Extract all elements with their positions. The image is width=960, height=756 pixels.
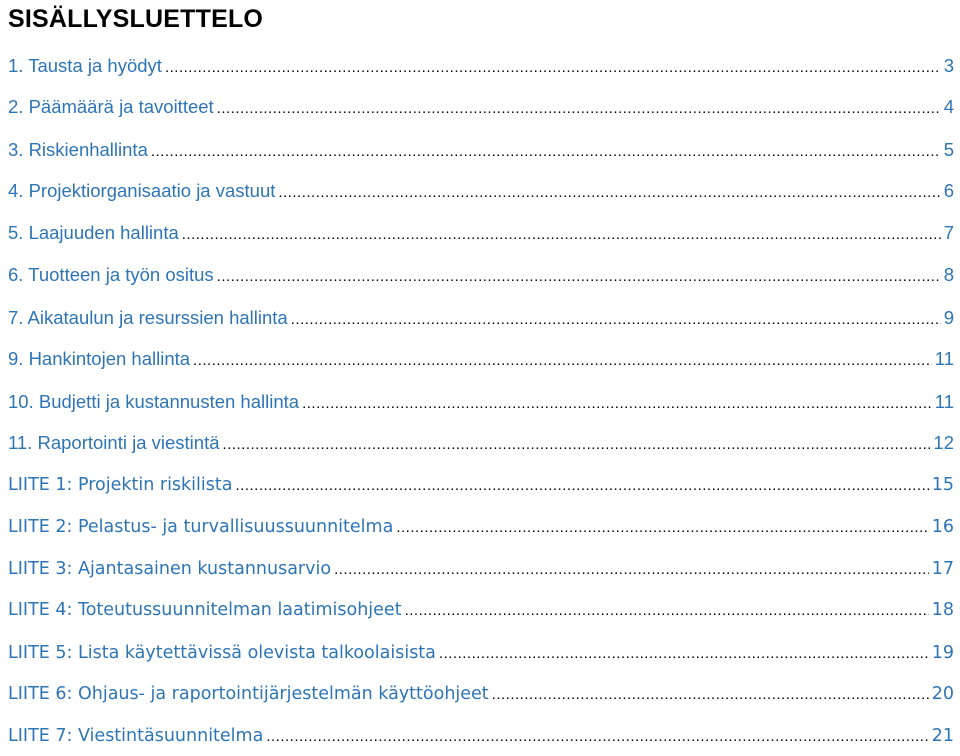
toc-entry-label[interactable]: 2. Päämäärä ja tavoitteet: [8, 96, 214, 117]
toc-entry[interactable]: [8, 139, 954, 169]
toc-entry-label[interactable]: LIITE 3: Ajantasainen kustannusarvio: [8, 559, 332, 579]
toc-entry-label[interactable]: 4. Projektiorganisaatio ja vastuut: [8, 180, 276, 201]
toc-entry-label[interactable]: 1. Tausta ja hyödyt: [8, 55, 162, 76]
dot-leader: [278, 184, 940, 201]
toc-entry[interactable]: [8, 600, 954, 630]
toc-entry-page[interactable]: 8: [943, 264, 954, 285]
toc-entry-label[interactable]: 11. Raportointi ja viestintä: [8, 432, 220, 453]
toc-entry-label[interactable]: LIITE 7: Viestintäsuunnitelma: [8, 726, 264, 746]
toc-entry-page[interactable]: 7: [943, 222, 954, 243]
dot-leader: [182, 226, 941, 243]
toc-entry[interactable]: [8, 517, 954, 547]
dot-leader: [151, 143, 941, 160]
toc-entry-label[interactable]: LIITE 1: Projektin riskilista: [8, 475, 233, 495]
toc-entry[interactable]: [8, 264, 954, 294]
toc-entry-page[interactable]: 12: [933, 432, 954, 453]
dot-leader: [302, 395, 932, 412]
toc-entry-label[interactable]: 3. Riskienhallinta: [8, 139, 148, 160]
toc-entry-label[interactable]: 7. Aikataulun ja resurssien hallinta: [8, 307, 288, 328]
toc-entry-page[interactable]: 4: [943, 96, 954, 117]
toc-entry-page[interactable]: 15: [931, 475, 954, 495]
toc-entry-page[interactable]: 18: [931, 600, 954, 620]
dot-leader: [439, 645, 929, 662]
dot-leader: [193, 352, 932, 369]
dot-leader: [217, 268, 941, 285]
toc-entry-page[interactable]: 16: [931, 517, 954, 537]
dot-leader: [492, 686, 929, 703]
toc-entry[interactable]: [8, 55, 954, 85]
toc-entry-label[interactable]: LIITE 4: Toteutussuunnitelman laatimisohjeet: [8, 600, 402, 620]
dot-leader: [235, 477, 928, 494]
toc-entry-page[interactable]: 20: [931, 684, 954, 704]
toc-entry-page[interactable]: 19: [931, 643, 954, 663]
dot-leader: [334, 561, 929, 578]
toc-entry-label[interactable]: 5. Laajuuden hallinta: [8, 222, 179, 243]
toc-entry[interactable]: [8, 307, 954, 337]
toc-entry-page[interactable]: 11: [934, 348, 954, 369]
toc-entry-label[interactable]: 9. Hankintojen hallinta: [8, 348, 191, 369]
toc-entry[interactable]: [8, 432, 954, 462]
toc-entry-label[interactable]: LIITE 5: Lista käytettävissä olevista talkoolaisista: [8, 643, 436, 663]
dot-leader: [217, 100, 941, 117]
toc-entry-label[interactable]: LIITE 2: Pelastus- ja turvallisuussuunnitelma: [8, 517, 394, 537]
toc-entry[interactable]: [8, 391, 954, 421]
toc-entry-page[interactable]: 21: [931, 726, 954, 746]
dot-leader: [396, 519, 928, 536]
toc-entry[interactable]: [8, 475, 954, 505]
toc-title: SISÄLLYSLUETTELO: [8, 5, 264, 33]
toc-entry-label[interactable]: 6. Tuotteen ja työn ositus: [8, 264, 214, 285]
toc-entry-page[interactable]: 9: [943, 307, 954, 328]
toc-entry[interactable]: [8, 348, 954, 378]
toc-entry[interactable]: [8, 222, 954, 252]
dot-leader: [165, 59, 941, 76]
toc-entry-label[interactable]: 10. Budjetti ja kustannusten hallinta: [8, 391, 300, 412]
dot-leader: [223, 436, 931, 453]
toc-entry-page[interactable]: 17: [931, 559, 954, 579]
toc-entry[interactable]: [8, 96, 954, 126]
toc-entry[interactable]: [8, 684, 954, 714]
toc-entry-label[interactable]: LIITE 6: Ohjaus- ja raportointijärjestelmän käyttöohjeet: [8, 684, 489, 704]
dot-leader: [266, 728, 928, 745]
toc-entry[interactable]: [8, 643, 954, 673]
toc-entry[interactable]: [8, 726, 954, 756]
toc-entry[interactable]: [8, 180, 954, 210]
dot-leader: [405, 602, 929, 619]
toc-entry-page[interactable]: 3: [943, 55, 954, 76]
toc-entry-page[interactable]: 6: [943, 180, 954, 201]
toc-entry-page[interactable]: 11: [934, 391, 954, 412]
toc-entry-page[interactable]: 5: [943, 139, 954, 160]
toc-entry[interactable]: [8, 559, 954, 589]
dot-leader: [291, 311, 941, 328]
